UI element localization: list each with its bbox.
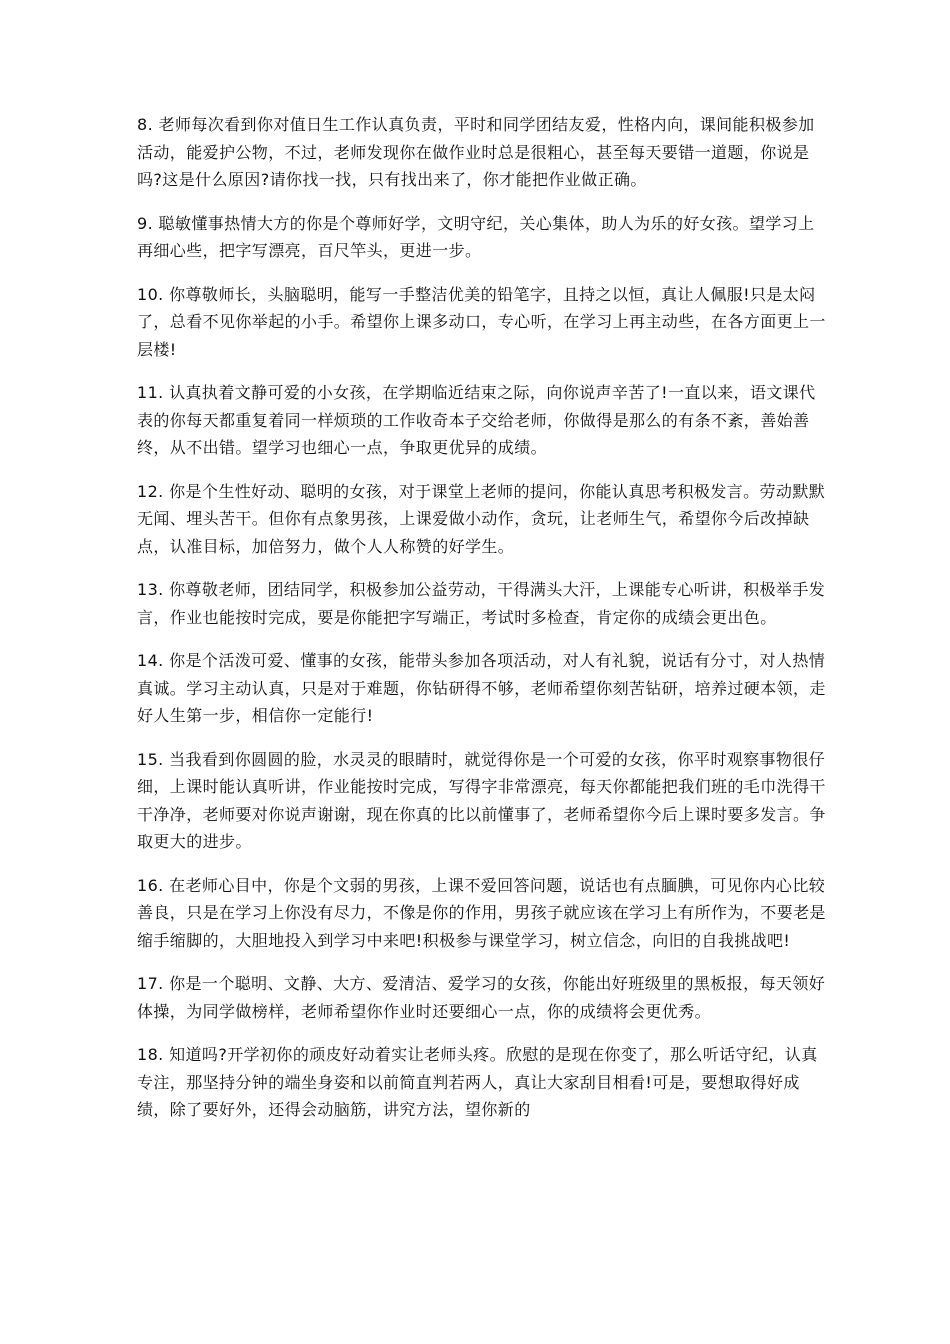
comment-paragraph-8: 8. 老师每次看到你对值日生工作认真负责，平时和同学团结友爱，性格内向，课间能积极参加活动，能爱护公物，不过，老师发现你在做作业时总是很粗心，甚至每天要错一道题，你说是吗?这是什么原因?请你找一找，只有找出来了，你才能把作业做正确。 xyxy=(137,115,815,189)
comment-paragraph-13: 13. 你尊敬老师，团结同学，积极参加公益劳动，干得满头大汗，上课能专心听讲，积极举手发言，作业也能按时完成，要是你能把字写端正，考试时多检查，肯定你的成绩会更出色。 xyxy=(137,580,826,627)
comment-paragraph-12: 12. 你是个生性好动、聪明的女孩，对于课堂上老师的提问，你能认真思考积极发言。劳动默默无闻、埋头苦干。但你有点象男孩，上课爱做小动作，贪玩，让老师生气，希望你今后改掉缺点，认准目标，加倍努力，做个人人称赞的好学生。 xyxy=(137,481,826,556)
comment-paragraph-9: 9. 聪敏懂事热情大方的你是个尊师好学，文明守纪，关心集体，助人为乐的好女孩。望学习上再细心些，把字写漂亮，百尺竿头，更进一步。 xyxy=(137,213,815,260)
comment-paragraph-11: 11. 认真执着文静可爱的小女孩，在学期临近结束之际，向你说声辛苦了!一直以来，语文课代表的你每天都重复着同一样烦琐的工作收奇本子交给老师，你做得是那么的有条不紊，善始善终，从不出错。望学习也细心一点，争取更优异的成绩。 xyxy=(137,383,816,457)
comment-paragraph-18: 18. 知道吗?开学初你的顽皮好动着实让老师头疼。欣慰的是现在你变了，那么听话守纪，认真专注，那坚持分钟的端坐身姿和以前简直判若两人，真让大家刮目相看!可是，要想取得好成绩，除了要好外，还得会动脑筋，讲究方法，望你新的 xyxy=(137,1045,818,1119)
comment-paragraph-14: 14. 你是个活泼可爱、懂事的女孩，能带头参加各项活动，对人有礼貌，说话有分寸，对人热情真诚。学习主动认真，只是对于难题，你钻研得不够，老师希望你刻苦钻研，培养过硬本领，走好人生第一步，相信你一定能行! xyxy=(137,651,826,725)
comment-paragraph-17: 17. 你是一个聪明、文静、大方、爱清洁、爱学习的女孩，你能出好班级里的黑板报，每天领好体操，为同学做榜样，老师希望你作业时还要细心一点，你的成绩将会更优秀。 xyxy=(137,974,826,1021)
comment-paragraph-15: 15. 当我看到你圆圆的脸，水灵灵的眼睛时，就觉得你是一个可爱的女孩，你平时观察事物很仔细，上课时能认真听讲，作业能按时完成，写得字非常漂亮，每天你都能把我们班的毛巾洗得干干净净，老师要对你说声谢谢，现在你真的比以前懂事了，老师希望你今后上课时要多发言。争取更大的进步。 xyxy=(137,749,826,851)
comment-paragraph-16: 16. 在老师心目中，你是个文弱的男孩，上课不爱回答问题，说话也有点腼腆，可见你内心比较善良，只是在学习上你没有尽力，不像是你的作用，男孩子就应该在学习上有所作为，不要老是缩手缩脚的，大胆地投入到学习中来吧!积极参与课堂学习，树立信念，向旧的自我挑战吧! xyxy=(137,875,826,950)
document-body xyxy=(137,111,827,1140)
comment-paragraph-10: 10. 你尊敬师长，头脑聪明，能写一手整洁优美的铅笔字，且持之以恒，真让人佩服!只是太闷了，总看不见你举起的小手。希望你上课多动口，专心听，在学习上再主动些，在各方面更上一层楼! xyxy=(137,284,826,359)
